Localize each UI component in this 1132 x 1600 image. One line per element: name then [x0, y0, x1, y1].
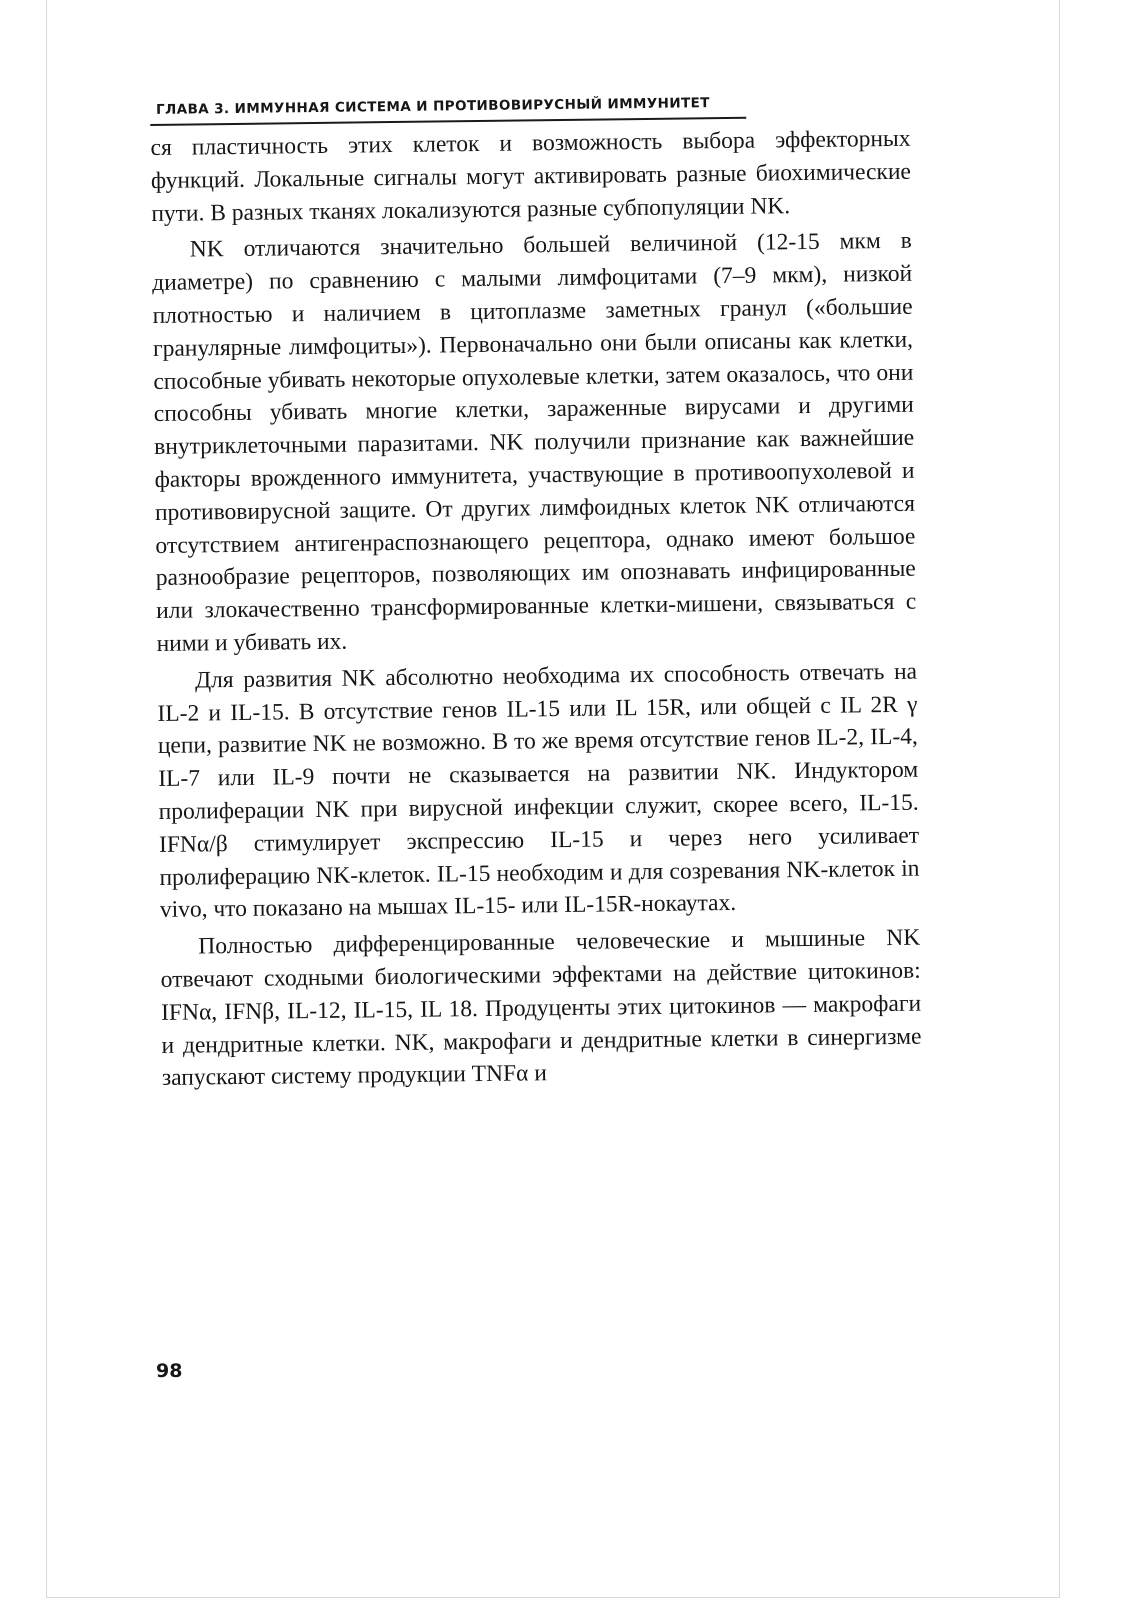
paragraph: Для развития NK абсолютно необходима их способность отвечать на IL-2 и IL-15. В отсутствие генов IL-15 или IL 15R, или общей c IL 2R γ цепи, развитие NK не возможно. В то же время отсутствие генов IL-2, IL-4, IL-7 или IL-9 почти не сказывается на развитии NK. Индуктором пролиферации NK при вирусной инфекции служит, скорее всего, IL-15. IFNα/β стимулирует экспрессию IL-15 и через него усиливает пролиферацию NK-клеток. IL-15 необходим и для созревания NK-клеток in vivo, что показано на мышах IL-15- или IL-15R-нокаутах. — [157, 658, 920, 924]
scanned-text-block — [150, 93, 922, 1095]
body-text — [150, 123, 922, 1095]
running-header: ГЛАВА 3. ИММУННАЯ СИСТЕМА И ПРОТИВОВИРУСНЫЙ ИММУНИТЕТ — [150, 95, 746, 126]
paragraph: NK отличаются значительно большей величиной (12-15 мкм в диаметре) по сравнению с малыми лимфоцитами (7–9 мкм), низкой плотностью и наличием в цитоплазме заметных гранул («большие гранулярные лимфоциты»). Первоначально они были описаны как клетки, способные убивать некоторые опухолевые клетки, затем оказалось, что они способны убивать многие клетки, зараженные вирусами и другими внутриклеточными паразитами. NK получили признание как важнейшие факторы врожденного иммунитета, участвующие в противоопухолевой и противовирусной защите. От других лимфоидных клеток NK отличаются отсутствием антигенраспознающего рецептора, однако имеют большое разнообразие рецепторов, позволяющих им опознавать инфицированные или злокачественно трансформированные клетки-мишени, связываться с ними и убивать их. — [152, 228, 917, 657]
paragraph: ся пластичность этих клеток и возможность выбора эффекторных функций. Локальные сигналы могут активировать разные биохимические пути. В разных тканях локализуются разные субпопуляции NK. — [150, 125, 912, 227]
page-number: 98 — [156, 1360, 183, 1382]
paragraph: Полностью дифференцированные человеческие и мышиные NK отвечают сходными биологическими эффектами на действие цитокинов: IFNα, IFNβ, IL-12, IL-15, IL 18. Продуценты этих цитокинов — макрофаги и дендритные клетки. NK, макрофаги и дендритные клетки в синергизме запускают систему продукции TNFα и — [160, 924, 922, 1092]
